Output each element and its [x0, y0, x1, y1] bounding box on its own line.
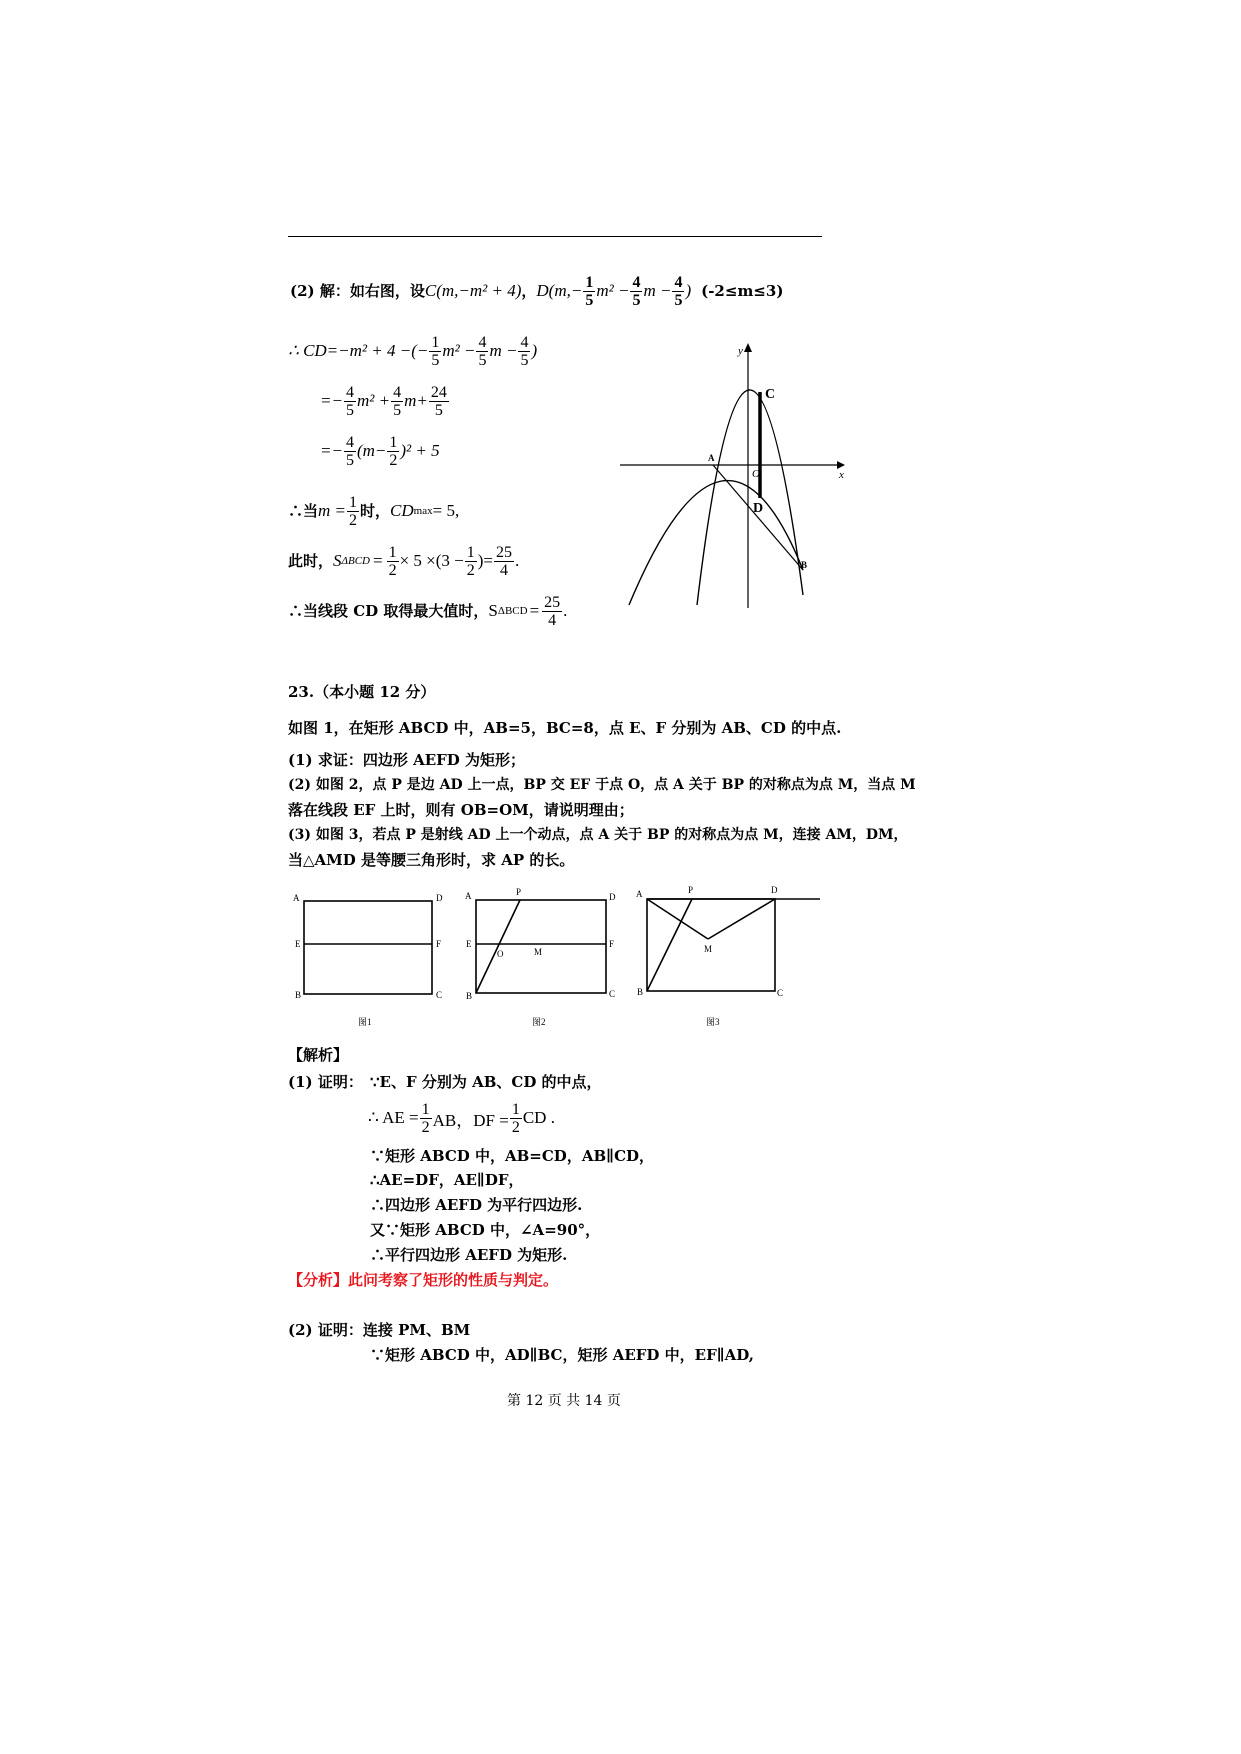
page-footer: 第 12 页 共 14 页: [507, 1393, 621, 1409]
fraction: $\frac{4}{5}$: [520, 333, 529, 369]
label-a: A: [293, 893, 300, 903]
label-p: P: [688, 885, 694, 895]
label-d: D: [609, 892, 616, 902]
q23-part3-line1: (3) 如图 3，若点 P 是射线 AD 上一个动点，点 A 关于 BP 的对称点为点 M，连接 AM，DM，: [288, 827, 908, 843]
q23-part2-line2: 落在线段 EF 上时，则有 OB=OM，请说明理由；: [288, 801, 634, 819]
fraction: $\frac{4}{5}$: [393, 383, 402, 419]
q23-part3-line2: 当△AMD 是等腰三角形时，求 AP 的长。: [288, 851, 575, 869]
x-axis-arrow: [837, 461, 845, 469]
parabola-y1: [697, 390, 803, 605]
point-d-label: D: [753, 501, 764, 516]
label-a: A: [465, 891, 472, 901]
analysis-p1-label: (1) 证明：: [288, 1073, 363, 1091]
cd-expression-line2: =− $\frac{4}{5}$ m² + $\frac{4}{5}$ m+ $\frac{24}{5}$: [320, 383, 447, 419]
label-c: C: [777, 988, 784, 998]
fraction: $\frac{4}{5}$: [345, 383, 354, 419]
label-a: A: [636, 889, 643, 899]
label-b: B: [295, 990, 302, 1000]
analysis-p1-line2: ∴ AE = $\frac{1}{2}$ AB，DF = $\frac{1}{2}$ CD .: [368, 1100, 555, 1136]
label-m: M: [534, 947, 543, 957]
parabola-graph: [615, 340, 850, 610]
conclusion-line: ∴当线段 CD 取得最大值时， S ΔBCD = $\frac{25}{4}$ .: [288, 593, 568, 629]
label-f: F: [436, 939, 442, 949]
x-axis-label: x: [839, 469, 844, 481]
cd-max-line: ∴当 m = $\frac{1}{2}$ 时， CD max = 5,: [288, 493, 460, 529]
fraction: $\frac{1}{2}$: [511, 1100, 520, 1136]
label-b: B: [637, 987, 644, 997]
cd-expression-line1: ∴ CD=−m² + 4 −(− $\frac{1}{5}$ m² − $\frac{4}{5}$ m − $\frac{4}{5}$ ): [288, 333, 538, 369]
point-a-label: A: [708, 453, 715, 463]
label-o: O: [497, 949, 504, 959]
part2-intro-line: (2) 解：如右图，设 C(m,−m² + 4) ， D(m,− $\frac{1}{5}$ m² − $\frac{4}{5}$ m − $\frac{4}{5}$ ) (-2≤m≤3): [290, 273, 784, 309]
fraction: $\frac{4}{5}$: [345, 433, 354, 469]
fraction: $\frac{24}{5}$: [430, 383, 447, 419]
analysis-p1-line1: ∵E、F 分别为 AB、CD 的中点，: [370, 1073, 602, 1091]
analysis-p1-line5: ∴四边形 AEFD 为平行四边形.: [370, 1196, 583, 1214]
q23-part2-line1: (2) 如图 2，点 P 是边 AD 上一点，BP 交 EF 于点 O，点 A 关于 BP 的对称点为点 M，当点 M: [288, 777, 916, 793]
analysis-p2-label: (2) 证明：连接 PM、BM: [288, 1321, 471, 1339]
line-ab: [713, 465, 803, 570]
fraction: $\frac{1}{2}$: [349, 493, 358, 529]
analysis-p1-line7: ∴平行四边形 AEFD 为矩形.: [370, 1246, 568, 1264]
fraction: $\frac{4}{5}$: [478, 333, 487, 369]
analysis-p1-line4: ∴AE=DF，AE∥DF，: [370, 1171, 524, 1189]
parabola-y2: [629, 481, 803, 605]
label-e: E: [466, 939, 472, 949]
label-b: B: [466, 991, 473, 1001]
label-p: P: [516, 887, 522, 897]
point-b-label: B: [801, 560, 808, 570]
analysis-remark: 【分析】此问考察了矩形的性质与判定。: [288, 1271, 559, 1289]
figure-2-caption: 图2: [532, 1017, 546, 1027]
rect-abcd: [304, 901, 432, 994]
header-rule: [288, 236, 822, 237]
figure-3: [630, 882, 825, 1034]
point-c-label: C: [765, 387, 776, 402]
label-d: D: [436, 893, 443, 903]
fraction: $\frac{1}{2}$: [466, 543, 475, 579]
analysis-p2-line1: ∵矩形 ABCD 中，AD∥BC，矩形 AEFD 中，EF∥AD,: [370, 1346, 754, 1364]
label-c: C: [436, 990, 443, 1000]
fraction: $\frac{1}{2}$: [388, 543, 397, 579]
fraction: $\frac{25}{4}$: [544, 593, 561, 629]
fraction: $\frac{1}{5}$: [431, 333, 440, 369]
q23-header: 23.（本小题 12 分）: [288, 683, 436, 701]
q23-intro: 如图 1，在矩形 ABCD 中，AB=5，BC=8，点 E、F 分别为 AB、CD 的中点.: [288, 719, 842, 737]
label-m: M: [704, 944, 713, 954]
analysis-p1-line3: ∵矩形 ABCD 中，AB=CD，AB∥CD，: [370, 1147, 655, 1165]
segment-dm: [708, 899, 775, 939]
q23-part1: (1) 求证：四边形 AEFD 为矩形；: [288, 751, 526, 769]
fraction: $\frac{1}{2}$: [389, 433, 398, 469]
figure-3-caption: 图3: [706, 1017, 720, 1027]
y-axis-label: y: [738, 345, 743, 357]
segment-am: [647, 899, 708, 939]
fraction: $\frac{4}{5}$: [632, 273, 641, 309]
label-d: D: [771, 885, 778, 895]
fraction: $\frac{1}{2}$: [421, 1100, 430, 1136]
analysis-header: 【解析】: [288, 1046, 349, 1064]
figure-2: [460, 885, 620, 1035]
label-f: F: [609, 939, 615, 949]
label-c: C: [609, 989, 616, 999]
label-e: E: [295, 939, 301, 949]
fraction: $\frac{25}{4}$: [496, 543, 513, 579]
analysis-p1-line6: 又∵矩形 ABCD 中，∠A=90°，: [370, 1221, 601, 1239]
fraction: $\frac{4}{5}$: [674, 273, 683, 309]
fraction: $\frac{1}{5}$: [585, 273, 594, 309]
y-axis-arrow: [744, 343, 752, 352]
area-line: 此时， S ΔBCD = $\frac{1}{2}$ × 5 ×(3 − $\frac{1}{2}$ )= $\frac{25}{4}$ .: [288, 543, 520, 579]
origin-label: O: [752, 468, 760, 480]
cd-expression-line3: =− $\frac{4}{5}$ (m− $\frac{1}{2}$ )² + 5: [320, 433, 440, 469]
segment-bp: [476, 900, 520, 993]
figure-1-caption: 图1: [358, 1017, 372, 1027]
figure-1: [290, 890, 450, 1035]
